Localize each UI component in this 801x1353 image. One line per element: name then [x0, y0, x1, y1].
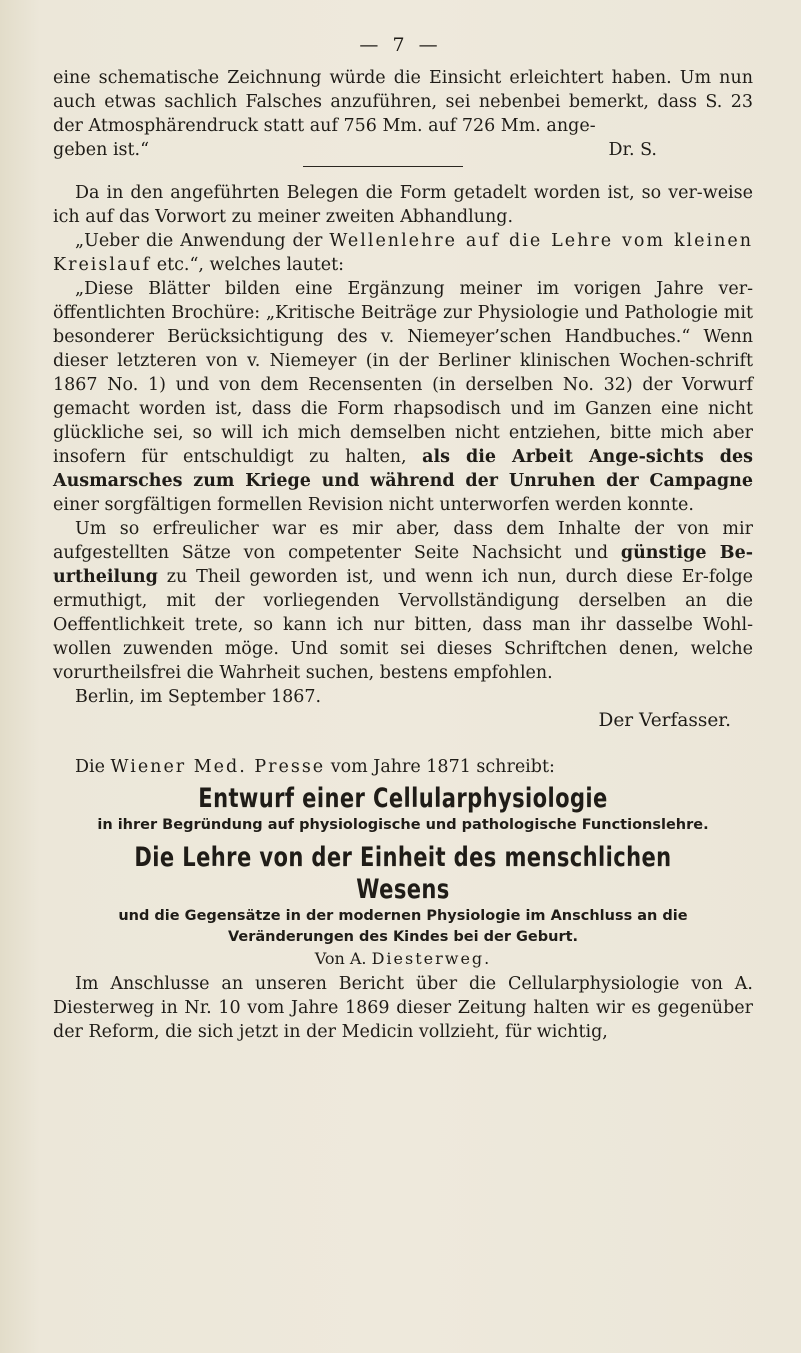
- book-author: [53, 948, 753, 970]
- signature-dr-s: Dr. S.: [608, 140, 657, 160]
- review-intro: [53, 755, 753, 779]
- book-title-2: Die Lehre von der Einheit des menschlichen Wesens: [134, 842, 672, 905]
- quote-open: „Ueber die Anwendung der: [75, 231, 330, 251]
- book-subtitle-1: in ihrer Begründung auf physiologische und pathologische Functionslehre.: [97, 817, 709, 833]
- paragraph-preface-1: [53, 277, 753, 517]
- paragraph-review-body: Im Anschlusse an unseren Bericht über die Cellularphysiologie von A. Diesterweg in Nr. 10 vom Jahre 1869 dieser Zeitung halten wir es gegenüber der Reform, die sich jetzt in der Medicin vollzieht, für wichtig,: [53, 974, 753, 1042]
- signature-author: Der Verfasser.: [598, 710, 731, 731]
- separator-rule: [303, 166, 463, 167]
- paragraph-form-note: Da in den angeführten Belegen die Form getadelt worden ist, so ver-weise ich auf das Vorwort zu meiner zweiten Abhandlung.: [53, 183, 753, 227]
- page-text: [53, 66, 753, 1044]
- preface-text-b: einer sorgfältigen formellen Revision nicht unterworfen werden konnte.: [53, 495, 694, 515]
- preface2-bold: günstige Be-urtheilung: [53, 543, 753, 587]
- author-name: Diesterweg.: [371, 949, 492, 968]
- quote-close: etc.“, welches lautet:: [151, 255, 345, 275]
- page-number: — 7 —: [359, 34, 442, 56]
- paragraph-title-quote: [53, 229, 753, 277]
- author-prefix: Von A.: [314, 949, 372, 968]
- treatise-title: Wellenlehre auf die Lehre vom kleinen Kreislauf: [53, 231, 753, 275]
- preface-text-a: „Diese Blätter bilden eine Ergänzung meiner im vorigen Jahre ver-öffentlichten Brochüre: „Kritische Beiträge zur Physiologie und Pathologie mit besonderer Berücksichtigung des v. Niemeyer’schen Handbuches.“ Wenn dieser letzteren von v. Niemeyer (in der Berliner klinischen Wochen-schrift 1867 No. 1) und von dem Recensenten (in derselben No. 32) der Vorwurf gemacht worden ist, dass die Form rhapsodisch und im Ganzen eine nicht glückliche sei, so will ich mich demselben nicht entziehen, bitte mich aber insofern für entschuldigt zu halten,: [53, 279, 753, 467]
- preface-bold: als die Arbeit Ange-sichts des Ausmarsches zum Kriege und während der Unruhen der Campagne: [53, 447, 753, 491]
- preface2-text-b: zu Theil geworden ist, und wenn ich nun, durch diese Er-folge ermuthigt, mit der vorliegenden Vervollständigung derselben an die Oeffentlichkeit trete, so kann ich nur bitten, dass man ihr dasselbe Wohl-wollen zuwenden möge. Und somit sei dieses Schriftchen denen, welche vorurtheilsfrei die Wahrheit suchen, bestens empfohlen.: [53, 567, 753, 683]
- book-subtitle-2: und die Gegensätze in der modernen Physiologie im Anschluss an die Veränderungen des Kindes bei der Geburt.: [118, 908, 688, 945]
- review-text-end: geben ist.“: [53, 140, 150, 160]
- preface2-text-a: Um so erfreulicher war es mir aber, dass dem Inhalte der von mir aufgestellten Sätze von competenter Seite Nachsicht und: [53, 519, 753, 563]
- paragraph-review-end: [53, 66, 753, 138]
- review-text: eine schematische Zeichnung würde die Einsicht erleichtert haben. Um nun auch etwas sachlich Falsches anzuführen, sei nebenbei bemerkt, dass S. 23 der Atmosphärendruck statt auf 756 Mm. auf 726 Mm. ange-: [53, 68, 753, 136]
- paragraph-preface-2: [53, 517, 753, 685]
- book-title-1: Entwurf einer Cellularphysiologie: [198, 783, 608, 814]
- review-intro-b: vom Jahre 1871 schreibt:: [325, 757, 555, 777]
- place-date: Berlin, im September 1867.: [75, 687, 322, 707]
- review-intro-a: Die: [75, 757, 111, 777]
- journal-name: Wiener Med. Presse: [110, 757, 326, 777]
- review-signature-line: [53, 138, 753, 162]
